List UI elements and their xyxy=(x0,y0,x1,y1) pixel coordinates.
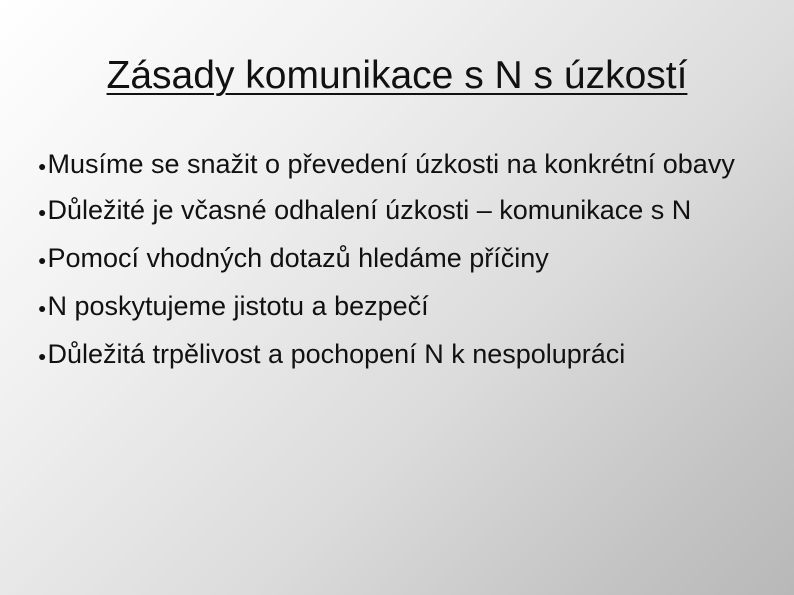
list-item xyxy=(38,142,778,186)
bullet-dot-icon: ● xyxy=(38,204,47,220)
list-item xyxy=(38,236,778,280)
bullet-dot-icon: ● xyxy=(38,348,47,364)
bullet-text: N poskytujeme jistotu a bezpečí xyxy=(47,291,429,321)
bullet-dot-icon: ● xyxy=(38,252,47,268)
bullet-text: Důležitá trpělivost a pochopení N k nespolupráci xyxy=(47,339,626,369)
bullet-dot-icon: ● xyxy=(38,300,47,316)
slide-title: Zásady komunikace s N s úzkostí xyxy=(106,54,688,97)
bullet-text: Musíme se snažit o převedení úzkosti na konkrétní obavy xyxy=(47,149,735,179)
bullet-dot-icon: ● xyxy=(38,158,47,174)
list-item xyxy=(38,332,778,376)
bullet-list xyxy=(38,142,778,378)
bullet-text: Pomocí vhodných dotazů hledáme příčiny xyxy=(47,243,549,273)
list-item xyxy=(38,188,778,232)
list-item xyxy=(38,284,778,328)
bullet-text: Důležité je včasné odhalení úzkosti – komunikace s N xyxy=(47,195,692,225)
